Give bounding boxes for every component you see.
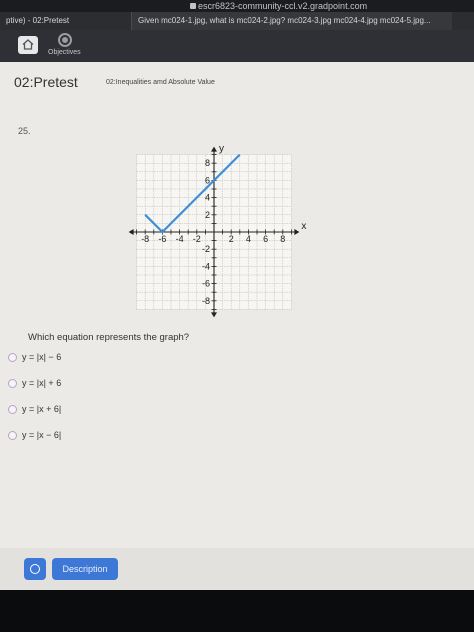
assessment-page	[0, 62, 474, 590]
y-axis-label: y	[219, 143, 224, 155]
x-tick-label: -2	[192, 234, 201, 244]
bottom-bezel	[0, 590, 474, 632]
x-tick-label: -6	[158, 234, 167, 244]
course-nav-bar	[0, 30, 474, 62]
radio-button[interactable]	[8, 405, 17, 414]
question-prompt: Which equation represents the graph?	[28, 332, 190, 343]
page-subtitle: 02:Inequalities amd Absolute Value	[106, 79, 215, 86]
url-text: escr6823-community-ccl.v2.gradpoint.com	[198, 1, 368, 11]
home-button[interactable]	[18, 36, 38, 54]
x-tick-label: -8	[141, 234, 150, 244]
question-footer	[0, 548, 474, 590]
home-icon	[22, 39, 34, 50]
circle-button[interactable]	[24, 558, 46, 580]
y-tick-label: 2	[204, 209, 210, 220]
x-tick-label: 2	[228, 234, 234, 244]
y-tick-label: -6	[201, 278, 210, 289]
y-tick-label: 8	[204, 158, 210, 169]
y-axis-arrow-up	[211, 147, 217, 152]
description-button[interactable]: Description	[52, 558, 118, 580]
absolute-value-graph	[118, 140, 310, 328]
choice-label: y = |x| − 6	[22, 352, 62, 362]
choice-label: y = |x − 6|	[22, 430, 62, 440]
y-tick-label: 6	[204, 175, 210, 186]
lock-icon	[190, 3, 196, 9]
y-tick-label: -4	[201, 261, 210, 272]
page-title: 02:Pretest	[14, 74, 78, 90]
x-axis-label: x	[301, 221, 307, 232]
objectives-label[interactable]: Objectives	[48, 49, 81, 56]
y-tick-label: -8	[201, 295, 210, 306]
radio-button[interactable]	[8, 379, 17, 388]
x-axis-arrow-left	[129, 229, 134, 235]
question-number: 25.	[18, 126, 31, 136]
y-tick-label: 4	[204, 192, 210, 203]
radio-button[interactable]	[8, 431, 17, 440]
x-tick-label: 8	[280, 234, 286, 244]
tab-pretest[interactable]: ptive) - 02:Pretest	[0, 12, 132, 30]
x-tick-label: -4	[175, 234, 184, 244]
objectives-icon[interactable]	[58, 33, 72, 47]
browser-url-bar[interactable]	[0, 0, 474, 12]
choice-label: y = |x + 6|	[22, 404, 62, 414]
x-tick-label: 6	[263, 234, 269, 244]
x-axis-arrow-right	[294, 229, 299, 235]
y-axis-arrow-down	[211, 312, 217, 317]
x-tick-label: 4	[245, 234, 251, 244]
tab-question[interactable]: Given mc024-1.jpg, what is mc024-2.jpg? mc024-3.jpg mc024-4.jpg mc024-5.jpg...	[132, 12, 452, 30]
y-tick-label: -2	[201, 244, 210, 255]
choice-label: y = |x| + 6	[22, 378, 62, 388]
radio-button[interactable]	[8, 353, 17, 362]
browser-tab-strip	[0, 12, 474, 30]
